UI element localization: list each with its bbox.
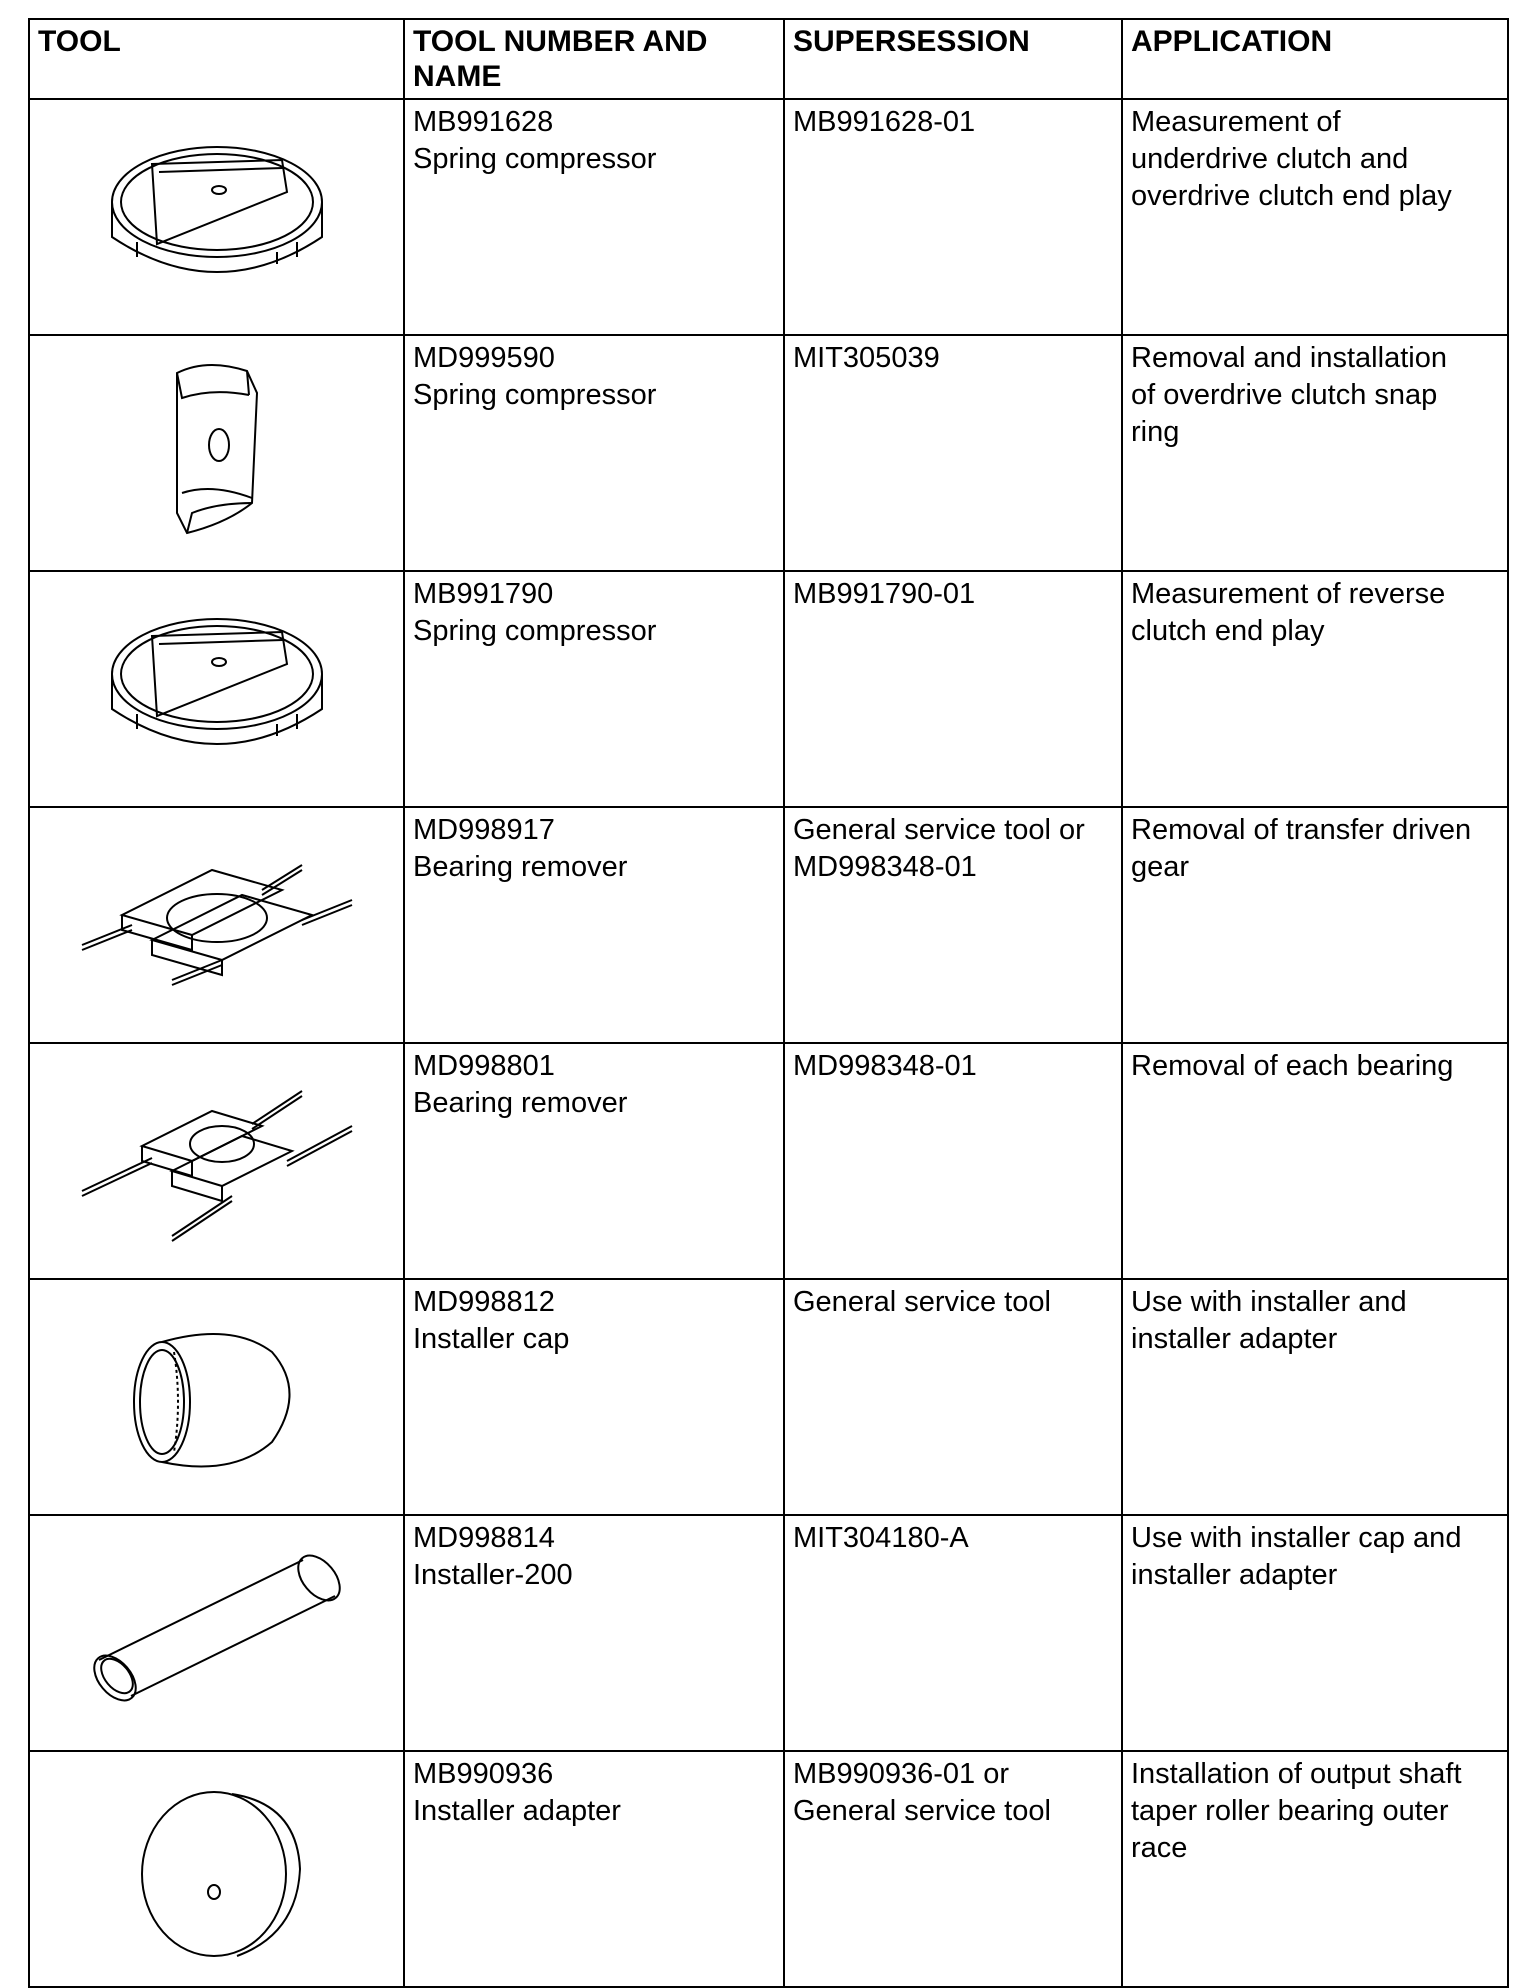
tool-number: MB991628 [413,106,554,138]
tool-illustration-cell [29,571,404,807]
tool-illustration-cell [29,99,404,335]
installer-tube-icon [77,1538,357,1728]
tool-number-cell [404,335,784,571]
tool-number: MD998814 [413,1522,555,1554]
table-row [29,1043,1508,1279]
tool-name: Installer adapter [413,1795,621,1827]
tool-number-cell [404,807,784,1043]
header-supersession: SUPERSESSION [784,19,1122,99]
application-cell: Measurement of underdrive clutch and overdrive clutch end play [1122,99,1508,335]
table-row [29,1279,1508,1515]
tool-name: Installer-200 [413,1559,573,1591]
tool-number-cell [404,1751,784,1987]
spring-compressor-bracket-icon [157,353,277,553]
tool-number: MD999590 [413,342,555,374]
special-tools-table [28,18,1509,1988]
header-application: APPLICATION [1122,19,1508,99]
application-cell: Use with installer cap and installer adapter [1122,1515,1508,1751]
tool-illustration-cell [29,335,404,571]
tool-number: MD998801 [413,1050,555,1082]
supersession-cell: MB991628-01 [784,99,1122,335]
application-cell: Removal and installation of overdrive clutch snap ring [1122,335,1508,571]
tool-illustration-cell [29,1279,404,1515]
bearing-remover-icon [62,830,372,1020]
tool-number: MB990936 [413,1758,554,1790]
tool-number-cell [404,1043,784,1279]
tool-number-cell [404,1515,784,1751]
supersession-cell: MB990936-01 or General service tool [784,1751,1122,1987]
tool-number-cell [404,571,784,807]
application-cell: Measurement of reverse clutch end play [1122,571,1508,807]
supersession-cell: MIT304180-A [784,1515,1122,1751]
table-row [29,1751,1508,1987]
table-row [29,99,1508,335]
tool-illustration-cell [29,1751,404,1987]
table-header-row [29,19,1508,99]
table-row [29,1515,1508,1751]
table-row [29,571,1508,807]
application-cell: Removal of each bearing [1122,1043,1508,1279]
tool-number-cell [404,1279,784,1515]
tool-number: MD998917 [413,814,555,846]
table-row [29,335,1508,571]
supersession-cell: MD998348-01 [784,1043,1122,1279]
bearing-remover-icon [62,1066,372,1256]
supersession-cell: General service tool or MD998348-01 [784,807,1122,1043]
header-tool: TOOL [29,19,404,99]
tool-illustration-cell [29,1515,404,1751]
tool-illustration-cell [29,807,404,1043]
application-cell: Installation of output shaft taper roller bearing outer race [1122,1751,1508,1987]
tool-number: MB991790 [413,578,554,610]
spring-compressor-icon [97,132,337,302]
installer-adapter-icon [122,1774,312,1964]
supersession-cell: MB991790-01 [784,571,1122,807]
tool-illustration-cell [29,1043,404,1279]
table-row [29,807,1508,1043]
tool-name: Installer cap [413,1323,570,1355]
header-tool-number: TOOL NUMBER AND NAME [404,19,784,99]
application-cell: Use with installer and installer adapter [1122,1279,1508,1515]
spring-compressor-icon [97,604,337,774]
tool-name: Bearing remover [413,1087,628,1119]
application-cell: Removal of transfer driven gear [1122,807,1508,1043]
tool-name: Spring compressor [413,615,657,647]
tool-name: Spring compressor [413,379,657,411]
installer-cap-icon [122,1312,312,1482]
tool-number-cell [404,99,784,335]
tool-name: Spring compressor [413,143,657,175]
tool-number: MD998812 [413,1286,555,1318]
supersession-cell: General service tool [784,1279,1122,1515]
tool-name: Bearing remover [413,851,628,883]
supersession-cell: MIT305039 [784,335,1122,571]
